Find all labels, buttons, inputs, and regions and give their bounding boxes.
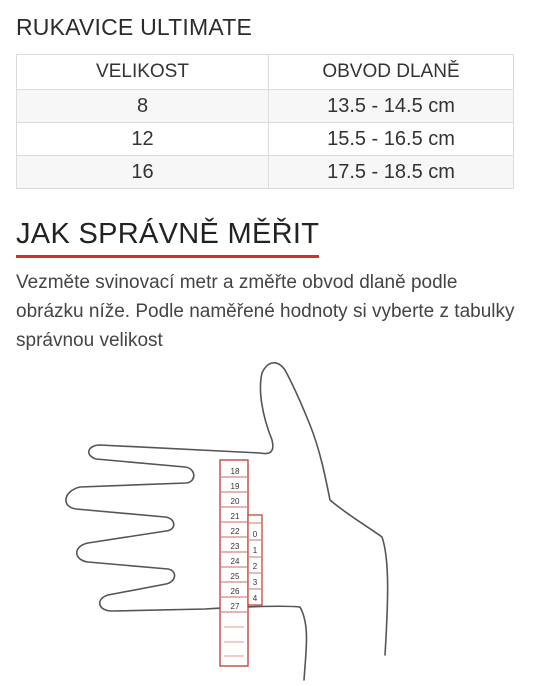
cell-size: 12	[17, 123, 269, 156]
tape-mark-label: 25	[230, 572, 240, 581]
tape-mark-label: 21	[230, 512, 240, 521]
hand-measure-illustration	[0, 355, 540, 686]
measuring-tape-end	[248, 515, 262, 605]
tape-mark-label: 27	[230, 602, 240, 611]
tape-end-label: 0	[252, 530, 258, 539]
tape-mark-label: 22	[230, 527, 240, 536]
tape-end-label: 4	[252, 594, 258, 603]
cell-palm: 15.5 - 16.5 cm	[269, 123, 514, 156]
tape-mark-label: 19	[230, 482, 240, 491]
cell-palm: 13.5 - 14.5 cm	[269, 90, 514, 123]
tape-mark-label: 23	[230, 542, 240, 551]
instructions-text: Vezměte svinovací metr a změřte obvod dlaně podle obrázku níže. Podle naměřené hodnoty si vyberte z tabulky správnou velikost	[16, 272, 515, 351]
table-header-row	[17, 55, 514, 90]
table-title: RUKAVICE ULTIMATE	[16, 14, 252, 40]
tape-mark-label: 24	[230, 557, 240, 566]
cell-palm: 17.5 - 18.5 cm	[269, 156, 514, 189]
tape-mark-label: 26	[230, 587, 240, 596]
table-row	[17, 90, 514, 123]
tape-end-label: 2	[252, 562, 258, 571]
tape-mark-label: 20	[230, 497, 240, 506]
table-row	[17, 123, 514, 156]
header-palm: OBVOD DLANĚ	[269, 55, 514, 90]
tape-end-label: 3	[252, 578, 258, 587]
cell-size: 16	[17, 156, 269, 189]
size-table	[16, 54, 514, 189]
tape-end-label: 1	[252, 546, 258, 555]
table-row	[17, 156, 514, 189]
cell-size: 8	[17, 90, 269, 123]
tape-mark-label: 18	[230, 467, 240, 476]
section-title: JAK SPRÁVNĚ MĚŘIT	[16, 218, 319, 258]
header-size: VELIKOST	[17, 55, 269, 90]
